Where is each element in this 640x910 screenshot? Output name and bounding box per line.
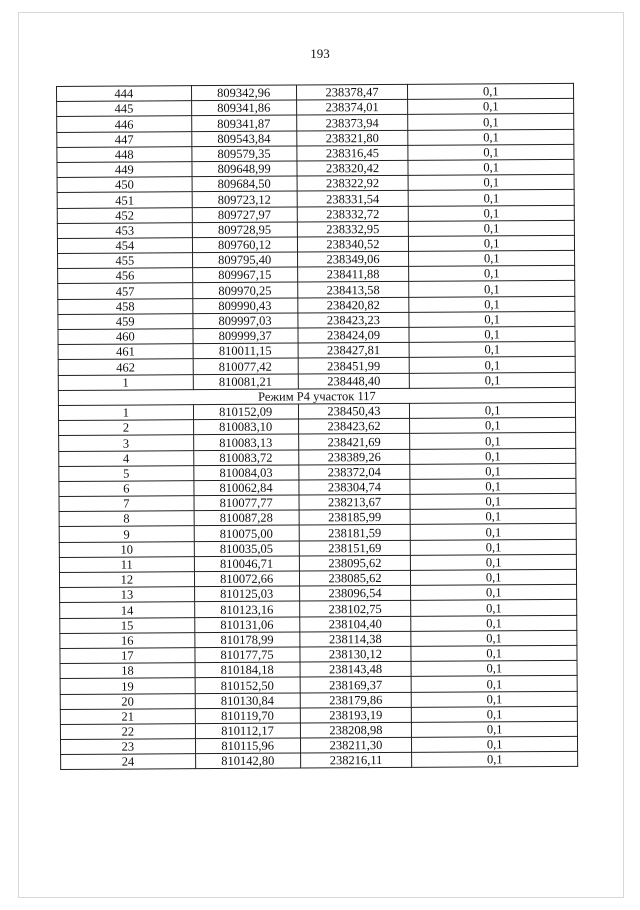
accuracy-cell: 0,1	[409, 190, 575, 206]
x-coordinate-cell: 809543,84	[191, 131, 296, 147]
point-number-cell: 7	[59, 496, 194, 512]
accuracy-cell: 0,1	[408, 159, 574, 175]
accuracy-cell: 0,1	[409, 205, 575, 221]
accuracy-cell: 0,1	[410, 433, 576, 449]
x-coordinate-cell: 810077,77	[194, 495, 299, 511]
x-coordinate-cell: 809579,35	[192, 146, 297, 162]
accuracy-cell: 0,1	[408, 83, 574, 99]
accuracy-cell: 0,1	[409, 326, 575, 342]
accuracy-cell: 0,1	[409, 311, 575, 327]
table-row	[61, 752, 578, 770]
accuracy-cell: 0,1	[409, 266, 575, 282]
y-coordinate-cell: 238179,86	[300, 692, 412, 708]
y-coordinate-cell: 238423,62	[298, 418, 410, 434]
accuracy-cell: 0,1	[412, 721, 578, 737]
point-number-cell: 23	[60, 739, 195, 755]
point-number-cell: 454	[57, 238, 192, 254]
x-coordinate-cell: 810077,42	[193, 358, 298, 374]
point-number-cell: 3	[59, 435, 194, 451]
accuracy-cell: 0,1	[409, 250, 575, 266]
point-number-cell: 16	[60, 632, 195, 648]
point-number-cell: 445	[57, 101, 192, 117]
x-coordinate-cell: 810152,09	[193, 404, 298, 420]
y-coordinate-cell: 238322,92	[297, 175, 409, 191]
point-number-cell: 14	[60, 602, 195, 618]
y-coordinate-cell: 238331,54	[297, 191, 409, 207]
accuracy-cell: 0,1	[410, 478, 576, 494]
accuracy-cell: 0,1	[410, 402, 576, 418]
y-coordinate-cell: 238130,12	[299, 646, 411, 662]
accuracy-cell: 0,1	[411, 615, 577, 631]
x-coordinate-cell: 810035,05	[194, 541, 299, 557]
y-coordinate-cell: 238181,59	[299, 525, 411, 541]
x-coordinate-cell: 809341,87	[191, 115, 296, 131]
point-number-cell: 455	[58, 253, 193, 269]
y-coordinate-cell: 238411,88	[297, 267, 409, 283]
x-coordinate-cell: 810081,21	[193, 374, 298, 390]
x-coordinate-cell: 809760,12	[192, 237, 297, 253]
point-number-cell: 18	[60, 663, 195, 679]
x-coordinate-cell: 810083,72	[193, 450, 298, 466]
point-number-cell: 11	[59, 556, 194, 572]
accuracy-cell: 0,1	[411, 569, 577, 585]
y-coordinate-cell: 238321,80	[296, 130, 408, 146]
y-coordinate-cell: 238421,69	[298, 434, 410, 450]
accuracy-cell: 0,1	[410, 493, 576, 509]
x-coordinate-cell: 809684,50	[192, 176, 297, 192]
accuracy-cell: 0,1	[409, 342, 575, 358]
accuracy-cell: 0,1	[411, 660, 577, 676]
point-number-cell: 446	[57, 116, 192, 132]
point-number-cell: 22	[60, 724, 195, 740]
point-number-cell: 8	[59, 511, 194, 527]
y-coordinate-cell: 238332,72	[297, 206, 409, 222]
y-coordinate-cell: 238427,81	[298, 343, 410, 359]
x-coordinate-cell: 810177,75	[195, 647, 300, 663]
y-coordinate-cell: 238413,58	[297, 282, 409, 298]
x-coordinate-cell: 810123,16	[194, 601, 299, 617]
accuracy-cell: 0,1	[410, 448, 576, 464]
x-coordinate-cell: 809990,43	[192, 298, 297, 314]
point-number-cell: 458	[58, 298, 193, 314]
accuracy-cell: 0,1	[409, 235, 575, 251]
point-number-cell: 12	[59, 572, 194, 588]
x-coordinate-cell: 809723,12	[192, 191, 297, 207]
accuracy-cell: 0,1	[411, 585, 577, 601]
y-coordinate-cell: 238096,54	[299, 586, 411, 602]
y-coordinate-cell: 238373,94	[296, 115, 408, 131]
y-coordinate-cell: 238450,43	[298, 403, 410, 419]
section-title: Режим Р4 участок 117	[58, 387, 575, 405]
x-coordinate-cell: 809648,99	[192, 161, 297, 177]
coordinates-table-container	[56, 83, 578, 771]
x-coordinate-cell: 810119,70	[195, 708, 300, 724]
point-number-cell: 20	[60, 693, 195, 709]
accuracy-cell: 0,1	[408, 174, 574, 190]
y-coordinate-cell: 238185,99	[299, 510, 411, 526]
x-coordinate-cell: 810125,03	[194, 586, 299, 602]
point-number-cell: 447	[57, 131, 192, 147]
x-coordinate-cell: 809795,40	[192, 252, 297, 268]
x-coordinate-cell: 810152,50	[195, 677, 300, 693]
point-number-cell: 1	[58, 374, 193, 390]
y-coordinate-cell: 238423,23	[297, 312, 409, 328]
accuracy-cell: 0,1	[410, 509, 576, 525]
table-body-bottom	[58, 402, 577, 770]
y-coordinate-cell: 238216,11	[300, 753, 412, 769]
table-body-top	[57, 83, 576, 390]
y-coordinate-cell: 238169,37	[300, 677, 412, 693]
point-number-cell: 444	[57, 86, 192, 102]
y-coordinate-cell: 238143,48	[300, 661, 412, 677]
accuracy-cell: 0,1	[412, 736, 578, 752]
point-number-cell: 19	[60, 678, 195, 694]
accuracy-cell: 0,1	[409, 220, 575, 236]
y-coordinate-cell: 238420,82	[297, 297, 409, 313]
accuracy-cell: 0,1	[408, 114, 574, 130]
y-coordinate-cell: 238451,99	[298, 358, 410, 374]
y-coordinate-cell: 238114,38	[299, 631, 411, 647]
x-coordinate-cell: 810142,80	[195, 753, 300, 769]
point-number-cell: 453	[57, 222, 192, 238]
page-number: 193	[310, 46, 330, 61]
y-coordinate-cell: 238095,62	[299, 555, 411, 571]
x-coordinate-cell: 809728,95	[192, 222, 297, 238]
point-number-cell: 17	[60, 648, 195, 664]
x-coordinate-cell: 810083,13	[193, 434, 298, 450]
point-number-cell: 5	[59, 465, 194, 481]
x-coordinate-cell: 810072,66	[194, 571, 299, 587]
x-coordinate-cell: 809997,03	[193, 313, 298, 329]
x-coordinate-cell: 810083,10	[193, 419, 298, 435]
y-coordinate-cell: 238151,69	[299, 540, 411, 556]
y-coordinate-cell: 238316,45	[296, 145, 408, 161]
point-number-cell: 459	[58, 313, 193, 329]
x-coordinate-cell: 810184,18	[195, 662, 300, 678]
x-coordinate-cell: 810115,96	[195, 738, 300, 754]
accuracy-cell: 0,1	[411, 554, 577, 570]
y-coordinate-cell: 238372,04	[298, 464, 410, 480]
point-number-cell: 450	[57, 177, 192, 193]
y-coordinate-cell: 238104,40	[299, 616, 411, 632]
accuracy-cell: 0,1	[412, 752, 578, 768]
y-coordinate-cell: 238304,74	[298, 479, 410, 495]
point-number-cell: 4	[59, 450, 194, 466]
y-coordinate-cell: 238085,62	[299, 570, 411, 586]
point-number-cell: 449	[57, 162, 192, 178]
x-coordinate-cell: 810178,99	[195, 632, 300, 648]
point-number-cell: 448	[57, 146, 192, 162]
accuracy-cell: 0,1	[408, 129, 574, 145]
accuracy-cell: 0,1	[408, 99, 574, 115]
x-coordinate-cell: 810131,06	[194, 617, 299, 633]
point-number-cell: 10	[59, 541, 194, 557]
point-number-cell: 460	[58, 329, 193, 345]
point-number-cell: 452	[57, 207, 192, 223]
y-coordinate-cell: 238213,67	[299, 494, 411, 510]
x-coordinate-cell: 809967,15	[192, 267, 297, 283]
point-number-cell: 6	[59, 481, 194, 497]
y-coordinate-cell: 238340,52	[297, 236, 409, 252]
coordinates-table	[56, 83, 578, 771]
point-number-cell: 2	[59, 420, 194, 436]
accuracy-cell: 0,1	[411, 539, 577, 555]
accuracy-cell: 0,1	[410, 417, 576, 433]
point-number-cell: 1	[58, 405, 193, 421]
point-number-cell: 461	[58, 344, 193, 360]
accuracy-cell: 0,1	[410, 372, 576, 388]
accuracy-cell: 0,1	[411, 524, 577, 540]
x-coordinate-cell: 810130,84	[195, 693, 300, 709]
point-number-cell: 13	[60, 587, 195, 603]
y-coordinate-cell: 238424,09	[298, 327, 410, 343]
y-coordinate-cell: 238211,30	[300, 737, 412, 753]
x-coordinate-cell: 810046,71	[194, 556, 299, 572]
point-number-cell: 457	[58, 283, 193, 299]
point-number-cell: 456	[58, 268, 193, 284]
y-coordinate-cell: 238193,19	[300, 707, 412, 723]
x-coordinate-cell: 810062,84	[194, 480, 299, 496]
accuracy-cell: 0,1	[409, 296, 575, 312]
accuracy-cell: 0,1	[411, 600, 577, 616]
accuracy-cell: 0,1	[411, 630, 577, 646]
accuracy-cell: 0,1	[410, 463, 576, 479]
y-coordinate-cell: 238448,40	[298, 373, 410, 389]
x-coordinate-cell: 809342,96	[191, 85, 296, 101]
x-coordinate-cell: 810087,28	[194, 510, 299, 526]
point-number-cell: 9	[59, 526, 194, 542]
y-coordinate-cell: 238349,06	[297, 251, 409, 267]
x-coordinate-cell: 809970,25	[192, 282, 297, 298]
accuracy-cell: 0,1	[410, 357, 576, 373]
y-coordinate-cell: 238208,98	[300, 722, 412, 738]
y-coordinate-cell: 238389,26	[298, 449, 410, 465]
y-coordinate-cell: 238102,75	[299, 601, 411, 617]
x-coordinate-cell: 809341,86	[191, 100, 296, 116]
accuracy-cell: 0,1	[409, 281, 575, 297]
x-coordinate-cell: 810075,00	[194, 525, 299, 541]
point-number-cell: 21	[60, 708, 195, 724]
x-coordinate-cell: 810112,17	[195, 723, 300, 739]
x-coordinate-cell: 810011,15	[193, 343, 298, 359]
accuracy-cell: 0,1	[408, 144, 574, 160]
y-coordinate-cell: 238332,95	[297, 221, 409, 237]
point-number-cell: 451	[57, 192, 192, 208]
x-coordinate-cell: 810084,03	[194, 465, 299, 481]
x-coordinate-cell: 809999,37	[193, 328, 298, 344]
point-number-cell: 24	[61, 754, 196, 770]
y-coordinate-cell: 238374,01	[296, 100, 408, 116]
y-coordinate-cell: 238320,42	[297, 160, 409, 176]
point-number-cell: 15	[60, 617, 195, 633]
point-number-cell: 462	[58, 359, 193, 375]
accuracy-cell: 0,1	[412, 676, 578, 692]
y-coordinate-cell: 238378,47	[296, 84, 408, 100]
accuracy-cell: 0,1	[411, 645, 577, 661]
accuracy-cell: 0,1	[412, 691, 578, 707]
x-coordinate-cell: 809727,97	[192, 207, 297, 223]
accuracy-cell: 0,1	[412, 706, 578, 722]
